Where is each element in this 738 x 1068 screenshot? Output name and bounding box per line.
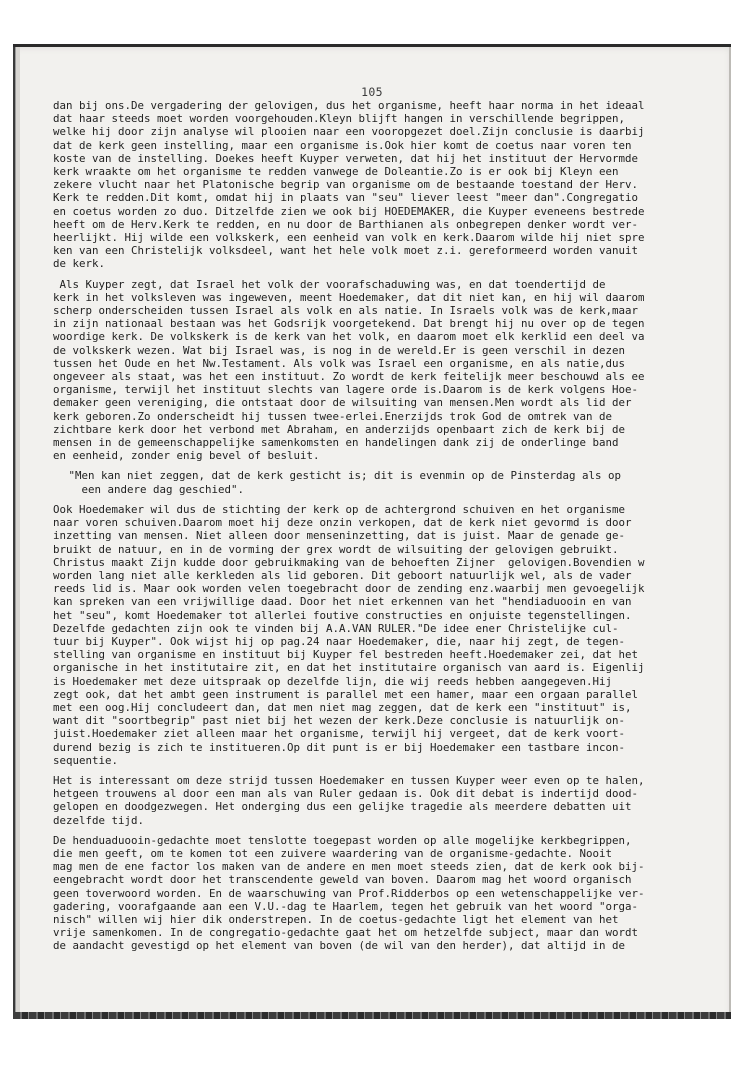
- text-line: heerlijkt. Hij wilde een volkskerk, een eenheid van volk en kerk.Daarom wilde hij niet spre: [53, 231, 645, 245]
- text-line: koste van de instelling. Doekes heeft Kuyper verweten, dat hij het instituut der Hervormde: [53, 151, 639, 165]
- text-line: dat haar steeds moet worden voorgehouden.Kleyn blijft hangen in verschillende begrippen,: [53, 112, 626, 126]
- text-line: De henduaduooin-gedachte moet tenslotte toegepast worden op alle mogelijke kerkbegrippen,: [53, 833, 632, 847]
- page-right-edge: [729, 47, 731, 1019]
- text-line: die men geeft, om te komen tot een zuivere waardering van de organisme-gedachte. Nooit: [53, 846, 613, 860]
- text-line: vrije samenkomen. In de congregatio-gedachte gaat het om hetzelfde subject, maar dan wordt: [53, 926, 639, 940]
- text-line: de aandacht gevestigd op het element van boven (de wil van den herder), dat altijd in de: [53, 939, 626, 953]
- text-line: dan bij ons.De vergadering der gelovigen, dus het organisme, heeft haar norma in het ideaal: [53, 99, 645, 112]
- text-line: dat de kerk geen instelling, maar een organisme is.Ook hier komt de coetus naar voren ten: [53, 138, 632, 152]
- text-line: Ook Hoedemaker wil dus de stichting der kerk op de achtergrond schuiven en het organisme: [53, 502, 626, 516]
- text-line: gadering, voorafgaande aan een V.U.-dag te Haarlem, tegen het gebruik van het woord "orga-: [53, 899, 639, 913]
- page-binding-edge: [13, 47, 20, 1019]
- text-line: gelopen en doodgezwegen. Het onderging dus een gelijke tragedie als meerdere debatten uit: [53, 800, 632, 814]
- paragraph: [53, 774, 727, 827]
- text-line: heeft om de Herv.Kerk te redden, en nu door de Barthianen als onbegrepen denker wordt ver-: [53, 217, 639, 231]
- page-number: 105: [361, 85, 383, 99]
- text-line: met een oog.Hij concludeert dan, dat men niet mag zeggen, dat de kerk een "instituut" is,: [53, 700, 632, 714]
- text-line: mensen in de gemeenschappelijke samenkomsten en handelingen dank zij de onderlinge band: [53, 436, 619, 450]
- text-line: een andere dag geschied".: [62, 482, 245, 496]
- paragraph: [53, 278, 727, 463]
- page-bottom-band: [13, 1012, 731, 1019]
- text-line: "Men kan niet zeggen, dat de kerk gesticht is; dit is evenmin op de Pinsterdag als op: [62, 469, 622, 483]
- text-line: tussen het Oude en het Nw.Testament. Als volk was Israel een organisme, en als natie,dus: [53, 356, 626, 370]
- text-line: kerk geboren.Zo onderscheidt hij tussen twee-erlei.Enerzijds trok God de omtrek van de: [53, 409, 613, 423]
- text-line: hetgeen trouwens al door een man als van Ruler gedaan is. Ook dit debat is indertijd dood-: [53, 787, 639, 801]
- body-text: [53, 99, 727, 960]
- paragraph: [53, 99, 727, 271]
- paragraph: [53, 503, 727, 767]
- text-line: zegt ook, dat het ambt geen instrument is parallel met een hamer, maar een orgaan parallel: [53, 687, 639, 701]
- document-page: [13, 44, 731, 1019]
- text-line: want dit "soortbegrip" past niet bij het wezen der kerk.Deze conclusie is natuurlijk on-: [53, 714, 626, 728]
- text-line: dezelfde tijd.: [53, 813, 145, 827]
- text-line: kerk wraakte om het organisme te redden vanwege de Doleantie.Zo is er ook bij Kleyn een: [53, 165, 619, 179]
- text-line: ken van een Christelijk volksdeel, want het hele volk moet z.i. gereformeerd worden vanuit: [53, 244, 639, 258]
- text-line: welke hij door zijn analyse wil plooien naar een vooropgezet doel.Zijn conclusie is daarbij: [53, 125, 645, 139]
- text-line: ongeveer als staat, was het een instituut. Zo wordt de kerk feitelijk meer beschouwd als ee: [53, 370, 645, 384]
- text-line: juist.Hoedemaker ziet alleen maar het organisme, terwijl hij vergeet, dat de kerk voort-: [53, 727, 626, 741]
- text-line: worden lang niet alle kerkleden als lid geboren. Dit geboort natuurlijk wel, als de vader: [53, 568, 632, 582]
- block-quote: [53, 469, 727, 495]
- text-line: en eenheid, zonder enig bevel of besluit.: [53, 449, 320, 463]
- text-line: organisme, terwijl het instituut slechts van lagere orde is.Daarom is de kerk volgens Hoe-: [53, 383, 639, 397]
- text-line: Kerk te redden.Dit komt, omdat hij in plaats van "seu" liever leest "meer dan".Congregatio: [53, 191, 639, 205]
- text-line: organische in het institutaire zit, en dat het institutaire organisch van aard is. Eigenlij: [53, 661, 645, 675]
- text-line: nisch" willen wij hier dik onderstrepen. In de coetus-gedachte ligt het element van het: [53, 912, 619, 926]
- text-line: inzetting van mensen. Niet alleen door menseninzetting, dat is juist. Maar de genade ge-: [53, 529, 626, 543]
- text-line: stelling van organisme en instituut bij Kuyper fel bestreden heeft.Hoedemaker zei, dat het: [53, 648, 639, 662]
- text-line: het "seu", komt Hoedemaker tot allerlei foutive constructies en onjuiste tegenstellingen.: [53, 608, 632, 622]
- text-line: Het is interessant om deze strijd tussen Hoedemaker en tussen Kuyper weer even op te halen,: [53, 773, 645, 787]
- text-line: zichtbare kerk door het verbond met Abraham, en anderzijds openbaart zich de kerk bij de: [53, 422, 626, 436]
- text-line: geen toverwoord worden. En de waarschuwing van Prof.Ridderbos op een wetenschappelijke ver-: [53, 886, 645, 900]
- text-line: durend bezig is zich te institueren.Op dit punt is er bij Hoedemaker een tastbare incon-: [53, 740, 626, 754]
- text-line: sequentie.: [53, 753, 119, 767]
- text-line: scherp onderscheiden tussen Israel als volk en als natie. In Israels volk was de kerk,maar: [53, 304, 639, 318]
- text-line: eengebracht wordt door het transcendente geweld van boven. Daarom mag het woord organisch: [53, 873, 632, 887]
- text-line: tuur bij Kuyper". Ook wijst hij op pag.24 naar Hoedemaker, die, naar hij zegt, de tegen-: [53, 634, 626, 648]
- text-line: kerk in het volksleven was ingeweven, meent Hoedemaker, dat dit niet kan, en hij wil daarom: [53, 290, 645, 304]
- text-line: zekere vlucht naar het Platonische begrip van organisme om de bestaande toestand der Herv.: [53, 178, 639, 192]
- text-line: Christus maakt Zijn kudde door gebruikmaking van de behoeften Zijner gelovigen.Bovendien w: [53, 555, 645, 569]
- text-line: Dezelfde gedachten zijn ook te vinden bij A.A.VAN RULER."De idee ener Christelijke cul-: [53, 621, 619, 635]
- text-line: demaker geen vereniging, die ontstaat door de wilsuiting van mensen.Men wordt als lid der: [53, 396, 632, 410]
- paragraph: [53, 834, 727, 953]
- text-line: bruikt de natuur, en in de vorming der grex wordt de wilsuiting der gelovigen gebruikt.: [53, 542, 619, 556]
- text-line: in zijn nationaal bestaan was het Godsrijk voorgetekend. Dat brengt hij nu over op de tegen: [53, 317, 645, 331]
- text-line: mag men de ene factor los maken van de andere en men moet steeds zien, dat de kerk ook bij-: [53, 860, 645, 874]
- text-line: is Hoedemaker met deze uitspraak op dezelfde lijn, die wij reeds hebben aangegeven.Hij: [53, 674, 613, 688]
- text-line: en coetus worden zo duo. Ditzelfde zien we ook bij HOEDEMAKER, die Kuyper eveneens bestrede: [53, 204, 645, 218]
- text-line: naar voren schuiven.Daarom moet hij deze onzin verkopen, dat de kerk niet gevormd is door: [53, 516, 632, 530]
- text-line: de volkskerk wezen. Wat bij Israel was, is nog in de wereld.Er is geen verschil in dezen: [53, 343, 626, 357]
- text-line: kan spreken van een vrijwillige daad. Door het niet erkennen van het "hendiaduooin en van: [53, 595, 632, 609]
- text-line: reeds lid is. Maar ook worden velen toegebracht door de zending enz.waarbij men gevoegelijk: [53, 582, 645, 596]
- text-line: Als Kuyper zegt, dat Israel het volk der voorafschaduwing was, en dat toendertijd de: [53, 277, 606, 291]
- text-line: de kerk.: [53, 257, 106, 271]
- text-line: woordige kerk. De volkskerk is de kerk van het volk, en daarom moet elk kerklid een deel va: [53, 330, 645, 344]
